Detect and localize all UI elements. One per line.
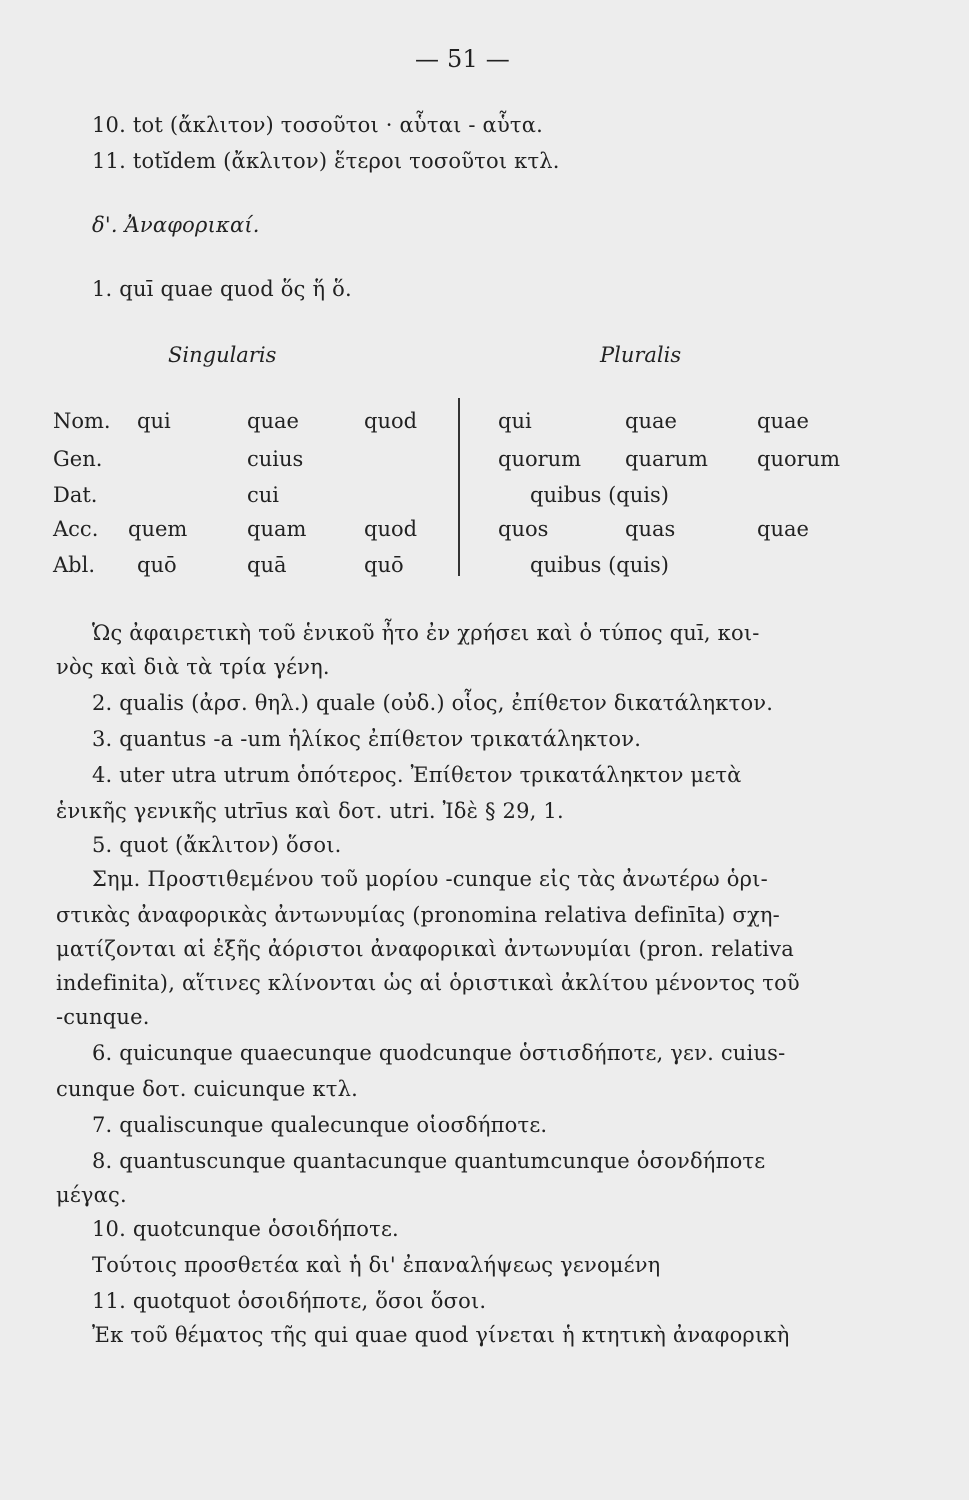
case-label: Acc. (53, 517, 99, 541)
text-line: 2. qualis (ἀρσ. θηλ.) quale (οὐδ.) οἷος, ἐπίθετον δικατάληκτον. (92, 691, 774, 715)
case-label: Gen. (53, 447, 103, 471)
text-line: 11. quotquot ὁσοιδήποτε, ὅσοι ὅσοι. (92, 1289, 487, 1313)
table-cell: quibus (quis) (530, 483, 669, 507)
table-cell: quas (625, 517, 676, 541)
text-line: 11. totĭdem (ἄκλιτον) ἕτεροι τοσοῦτοι κτλ. (92, 149, 560, 173)
table-cell: quae (757, 517, 809, 541)
table-cell: quarum (625, 447, 708, 471)
table-cell: cuius (247, 447, 304, 471)
text-line: 5. quot (ἄκλιτον) ὅσοι. (92, 833, 342, 857)
singular-header: Singularis (168, 343, 277, 367)
text-line: Ἐκ τοῦ θέματος τῆς qui quae quod γίνεται ἡ κτητικὴ ἀναφορικὴ (92, 1323, 790, 1347)
table-cell: quibus (quis) (530, 553, 669, 577)
table-cell: quem (128, 517, 188, 541)
table-cell: quae (757, 409, 809, 433)
text-line: -cunque. (56, 1005, 150, 1029)
table-cell: quō (364, 553, 404, 577)
table-cell: quos (498, 517, 549, 541)
table-cell: quod (364, 409, 418, 433)
case-label: Nom. (53, 409, 111, 433)
case-label: Dat. (53, 483, 98, 507)
text-line: 6. quicunque quaecunque quodcunque ὁστισδήποτε, γεν. cuius- (92, 1041, 786, 1065)
page-number: — 51 — (415, 45, 510, 73)
text-line: ἑνικῆς γενικῆς utrīus καὶ δοτ. utri. Ἰδὲ § 29, 1. (56, 799, 564, 823)
case-label: Abl. (53, 553, 95, 577)
table-cell: qui (498, 409, 532, 433)
table-cell: cui (247, 483, 280, 507)
text-line: Ὡς ἀφαιρετικὴ τοῦ ἑνικοῦ ἦτο ἐν χρήσει καὶ ὁ τύπος quī, κοι- (92, 621, 760, 645)
table-cell: quorum (757, 447, 841, 471)
text-line: μέγας. (56, 1183, 127, 1207)
plural-header: Pluralis (600, 343, 682, 367)
table-divider (458, 398, 460, 576)
table-cell: quae (247, 409, 299, 433)
text-line: 10. tot (ἄκλιτον) τοσοῦτοι · αὗται - αὗτα. (92, 113, 543, 137)
text-line: Τούτοις προσθετέα καὶ ἡ δι' ἐπαναλήψεως γενομένη (92, 1253, 661, 1277)
table-cell: quorum (498, 447, 582, 471)
note-line: Σημ. Προστιθεμένου τοῦ μορίου -cunque εἰς τὰς ἀνωτέρω ὁρι- (92, 867, 768, 891)
text-line: 1. quī quae quod ὅς ἥ ὅ. (92, 277, 352, 301)
section-heading: δ'. Ἀναφορικαί. (92, 213, 260, 237)
text-line: στικὰς ἀναφορικὰς ἀντωνυμίας (pronomina relativa definīta) σχη- (56, 903, 780, 927)
text-line: 7. qualiscunque qualecunque οἱοσδήποτε. (92, 1113, 548, 1137)
table-cell: quod (364, 517, 418, 541)
table-cell: qui (137, 409, 171, 433)
text-line: 8. quantuscunque quantacunque quantumcunque ὁσονδήποτε (92, 1149, 766, 1173)
text-line: 10. quotcunque ὁσοιδήποτε. (92, 1217, 399, 1241)
table-cell: quam (247, 517, 307, 541)
text-line: indefinita), αἵτινες κλίνονται ὡς αἱ ὁριστικαὶ ἀκλίτου μένοντος τοῦ (56, 971, 800, 995)
text-line: ματίζονται αἱ ἑξῆς ἀόριστοι ἀναφορικαὶ ἀντωνυμίαι (pron. relativa (56, 937, 794, 961)
table-cell: quā (247, 553, 287, 577)
text-line: 4. uter utra utrum ὁπότερος. Ἐπίθετον τρικατάληκτον μετὰ (92, 763, 742, 787)
text-line: 3. quantus -a -um ἡλίκος ἐπίθετον τρικατάληκτον. (92, 727, 642, 751)
text-line: νὸς καὶ διὰ τὰ τρία γένη. (56, 655, 330, 679)
table-cell: quō (137, 553, 177, 577)
table-cell: quae (625, 409, 677, 433)
text-line: cunque δοτ. cuicunque κτλ. (56, 1077, 358, 1101)
